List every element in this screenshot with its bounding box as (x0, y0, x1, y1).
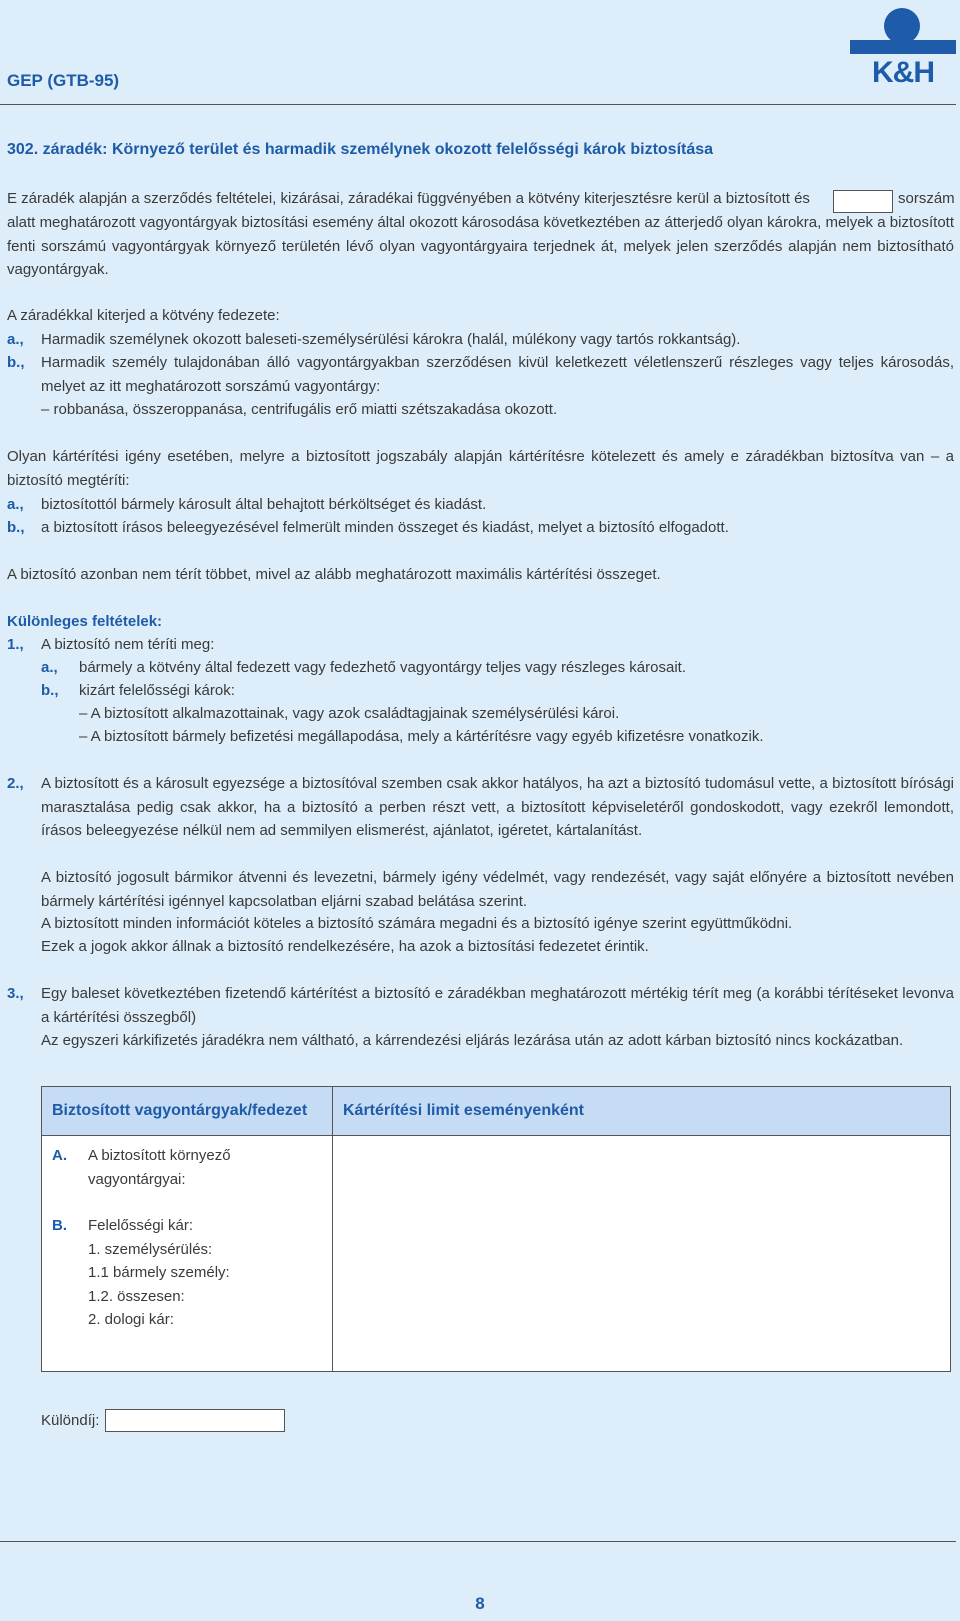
claims-b-text: a biztosított írásos beleegyezésével felmerült minden összeget és kiadást, melyet a biztosító elfogadott. (41, 519, 729, 536)
table-limit-cell[interactable] (333, 1136, 951, 1372)
special-1a-label: a., (41, 659, 58, 676)
table-b-line-2: 1. személysérülés: (88, 1240, 213, 1258)
special-2-label: 2., (7, 775, 24, 792)
limits-table (41, 1086, 951, 1372)
item-number-field[interactable] (833, 190, 893, 213)
special-3-p2: Az egyszeri kárkifizetés járadékra nem váltható, a kárrendezési eljárás lezárása után az adott kárban biztosító nincs kockázatban. (41, 1032, 904, 1049)
coverage-a-label: a., (7, 331, 24, 348)
intro-sorszam: sorszám (898, 190, 955, 207)
page-number: 8 (475, 1594, 485, 1613)
kh-logo (850, 6, 956, 90)
special-1a-text: bármely a kötvény által fedezett vagy fedezhető vagyontárgy teljes vagy részleges károsait. (79, 659, 686, 676)
table-b-label: B. (52, 1217, 67, 1234)
claims-lead: Olyan kártérítési igény esetében, melyre a biztosított jogszabály alapján kártérítésre kötelezett és amely e záradékban biztosítva van – a biztosító megtéríti: (7, 448, 954, 489)
extra-fee-label: Különdíj: (41, 1412, 100, 1429)
coverage-lead: A záradékkal kiterjed a kötvény fedezete: (7, 307, 280, 324)
header-divider (0, 104, 956, 105)
special-2-text: A biztosított és a károsult egyezsége a biztosítóval szemben csak akkor hatályos, ha azt a biztosító tudomásul vette, a biztosított bírósági marasztalása pedig csak akkor, ha a biztosító a perben részt vett, a biztosított képviseletéről gondoskodott, vagy ezekről lemondott, írásos beleegyezése nélkül nem ad semmilyen elismerést, ajánlatot, igéretet, kártalanítást. (41, 775, 954, 839)
special-1b-text: kizárt felelősségi károk: (79, 682, 235, 699)
coverage-b-text: Harmadik személy tulajdonában álló vagyontárgyakban szerződésen kivül keletkezett véletlenszerű részleges vagy teljes károsodás, melyet az itt meghatározott sorszámú vagyontárgy: (41, 354, 954, 395)
table-a-label: A. (52, 1147, 67, 1164)
table-b-line-4: 1.2. összesen: (88, 1287, 185, 1305)
special-1-label: 1., (7, 636, 24, 653)
special-1b-dash-2: – A biztosított bármely befizetési megállapodása, mely a kártérítésre vagy egyéb kifizetésre vonatkozik. (79, 728, 764, 745)
table-header-assets: Biztosított vagyontárgyak/fedezet (42, 1087, 333, 1136)
intro-line-1: E záradék alapján a szerződés feltételei, kizárásai, záradékai függvényében a kötvény kiterjesztésre kerül a biztosított és (7, 190, 810, 207)
special-3-label: 3., (7, 985, 24, 1002)
special-1b-dash-1: – A biztosított alkalmazottainak, vagy azok családtagjainak személysérülési károi. (79, 705, 620, 722)
special-1b-label: b., (41, 682, 59, 699)
extra-fee-field[interactable] (105, 1409, 285, 1432)
intro-rest: alatt meghatározott vagyontárgyak biztosítási esemény által okozott károsodása következtében az átterjedő olyan károkra, melyek a biztosított fenti sorszámú vagyontárgyak környező területén lévő olyan vagyontárgyaira terjednek át, melyek jelen szerződés alapján nem biztosítható vagyontárgyak. (7, 214, 954, 278)
table-a-line-1: A biztosított környező (88, 1147, 231, 1164)
table-b-line-1: Felelősségi kár: (88, 1217, 194, 1234)
special-2-p3: A biztosított minden információt köteles a biztosító számára megadni és a biztosító igénye szerint együttműködni. (41, 915, 793, 932)
clause-title: 302. záradék: Környező terület és harmadik személynek okozott felelősségi károk biztosítása (7, 141, 714, 158)
table-b-line-5: 2. dologi kár: (88, 1311, 174, 1328)
table-row-b (52, 1214, 322, 1332)
coverage-b-label: b., (7, 354, 25, 371)
special-2-p2: A biztosító jogosult bármikor átvenni és levezetni, bármely igény védelmét, vagy rendezését, vagy saját előnyére a biztosított nevében bármely kártérítési igénnyel kapcsolatban eljárni szabad belátása szerint. (41, 869, 954, 910)
special-1-text: A biztosító nem téríti meg: (41, 636, 215, 653)
special-3-text: Egy baleset következtében fizetendő kártérítést a biztosító e záradékban meghatározott mértékig térít meg (a korábbi térítéseket levonva a kártérítési összegből) (41, 985, 954, 1026)
claims-b-label: b., (7, 519, 25, 536)
claims-a-label: a., (7, 496, 24, 513)
table-b-line-3: 1.1 bármely személy: (88, 1264, 230, 1281)
table-row-a (52, 1144, 322, 1191)
coverage-a-text: Harmadik személynek okozott baleseti-személysérülési károkra (halál, múlékony vagy tartós rokkantság). (41, 331, 741, 348)
document-code: GEP (GTB-95) (7, 71, 120, 90)
footer-divider (0, 1541, 956, 1542)
table-assets-cell (42, 1136, 333, 1372)
table-header-limit: Kártérítési limit eseményenként (333, 1087, 951, 1136)
logo-text: K&H (872, 56, 934, 89)
table-a-line-2: vagyontárgyai: (88, 1170, 186, 1188)
max-note: A biztosító azonban nem térít többet, mivel az alább meghatározott maximális kártérítési összeget. (7, 566, 661, 583)
claims-a-text: biztosítottól bármely károsult által behajtott bérköltséget és kiadást. (41, 496, 487, 513)
special-2-p4: Ezek a jogok akkor állnak a biztosító rendelkezésére, ha azok a biztosítási fedezetet érintik. (41, 938, 649, 955)
coverage-b-dash: – robbanása, összeroppanása, centrifugális erő miatti szétszakadása okozott. (41, 401, 558, 418)
special-heading: Különleges feltételek: (7, 613, 163, 630)
logo-mark-icon (850, 6, 956, 56)
